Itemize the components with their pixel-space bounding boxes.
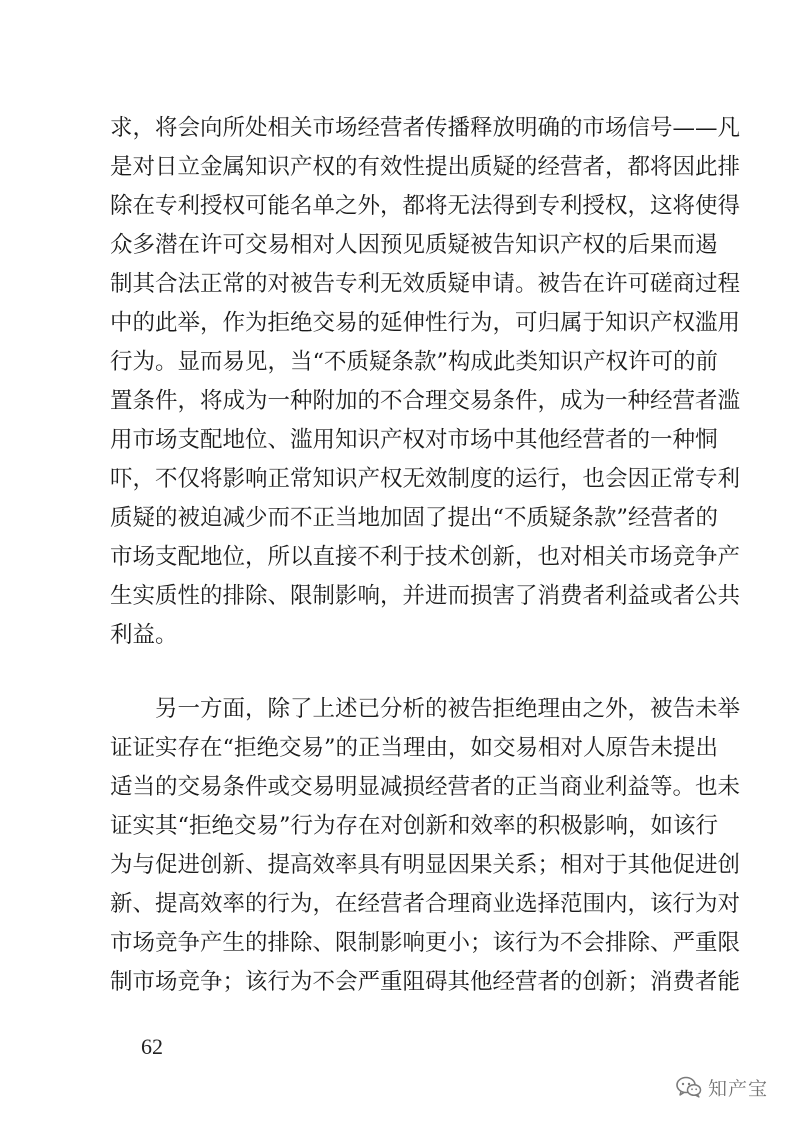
- text-line: 质疑的被迫减少而不正当地加固了提出“不质疑条款”经营者的: [110, 505, 719, 531]
- page-number: 62: [141, 1034, 163, 1059]
- text-line: 吓，不仅将影响正常知识产权无效制度的运行，也会因正常专利: [110, 466, 741, 492]
- text-line: 众多潜在许可交易相对人因预见质疑被告知识产权的后果而遏: [110, 232, 718, 258]
- watermark-text: 知产宝: [708, 1077, 769, 1100]
- text-line: 中的此举，作为拒绝交易的延伸性行为，可归属于知识产权滥用: [110, 310, 741, 336]
- wechat-logo-icon: [676, 1076, 702, 1098]
- text-line: 适当的交易条件或交易明显减损经营者的正当商业利益等。也未: [110, 774, 741, 800]
- text-line: 市场支配地位，所以直接不利于技术创新，也对相关市场竞争产: [110, 544, 741, 570]
- watermark: [676, 1072, 768, 1102]
- text-line: 新、提高效率的行为，在经营者合理商业选择范围内，该行为对: [110, 891, 741, 917]
- text-line: 除在专利授权可能名单之外，都将无法得到专利授权，这将使得: [110, 193, 741, 219]
- text-line: 另一方面，除了上述已分析的被告拒绝理由之外，被告未举: [155, 696, 741, 722]
- text-line: 求，将会向所处相关市场经营者传播释放明确的市场信号——凡: [110, 115, 741, 141]
- text-line: 是对日立金属知识产权的有效性提出质疑的经营者，都将因此排: [110, 154, 741, 180]
- text-line: 制其合法正常的对被告专利无效质疑申请。被告在许可磋商过程: [110, 271, 741, 297]
- text-line: 置条件，将成为一种附加的不合理交易条件，成为一种经营者滥: [110, 388, 741, 414]
- text-line: 证证实存在“拒绝交易”的正当理由，如交易相对人原告未提出: [110, 735, 719, 761]
- text-line: 为与促进创新、提高效率具有明显因果关系；相对于其他促进创: [110, 852, 741, 878]
- text-line: 利益。: [110, 622, 178, 648]
- text-line: 行为。显而易见，当“不质疑条款”构成此类知识产权许可的前: [110, 349, 719, 375]
- text-line: 证实其“拒绝交易”行为存在对创新和效率的积极影响，如该行: [110, 813, 719, 839]
- text-line: 用市场支配地位、滥用知识产权对市场中其他经营者的一种恫: [110, 427, 718, 453]
- text-line: 制市场竞争；该行为不会严重阻碍其他经营者的创新；消费者能: [110, 969, 741, 995]
- text-line: 生实质性的排除、限制影响，并进而损害了消费者利益或者公共: [110, 583, 741, 609]
- text-line: 市场竞争产生的排除、限制影响更小；该行为不会排除、严重限: [110, 930, 741, 956]
